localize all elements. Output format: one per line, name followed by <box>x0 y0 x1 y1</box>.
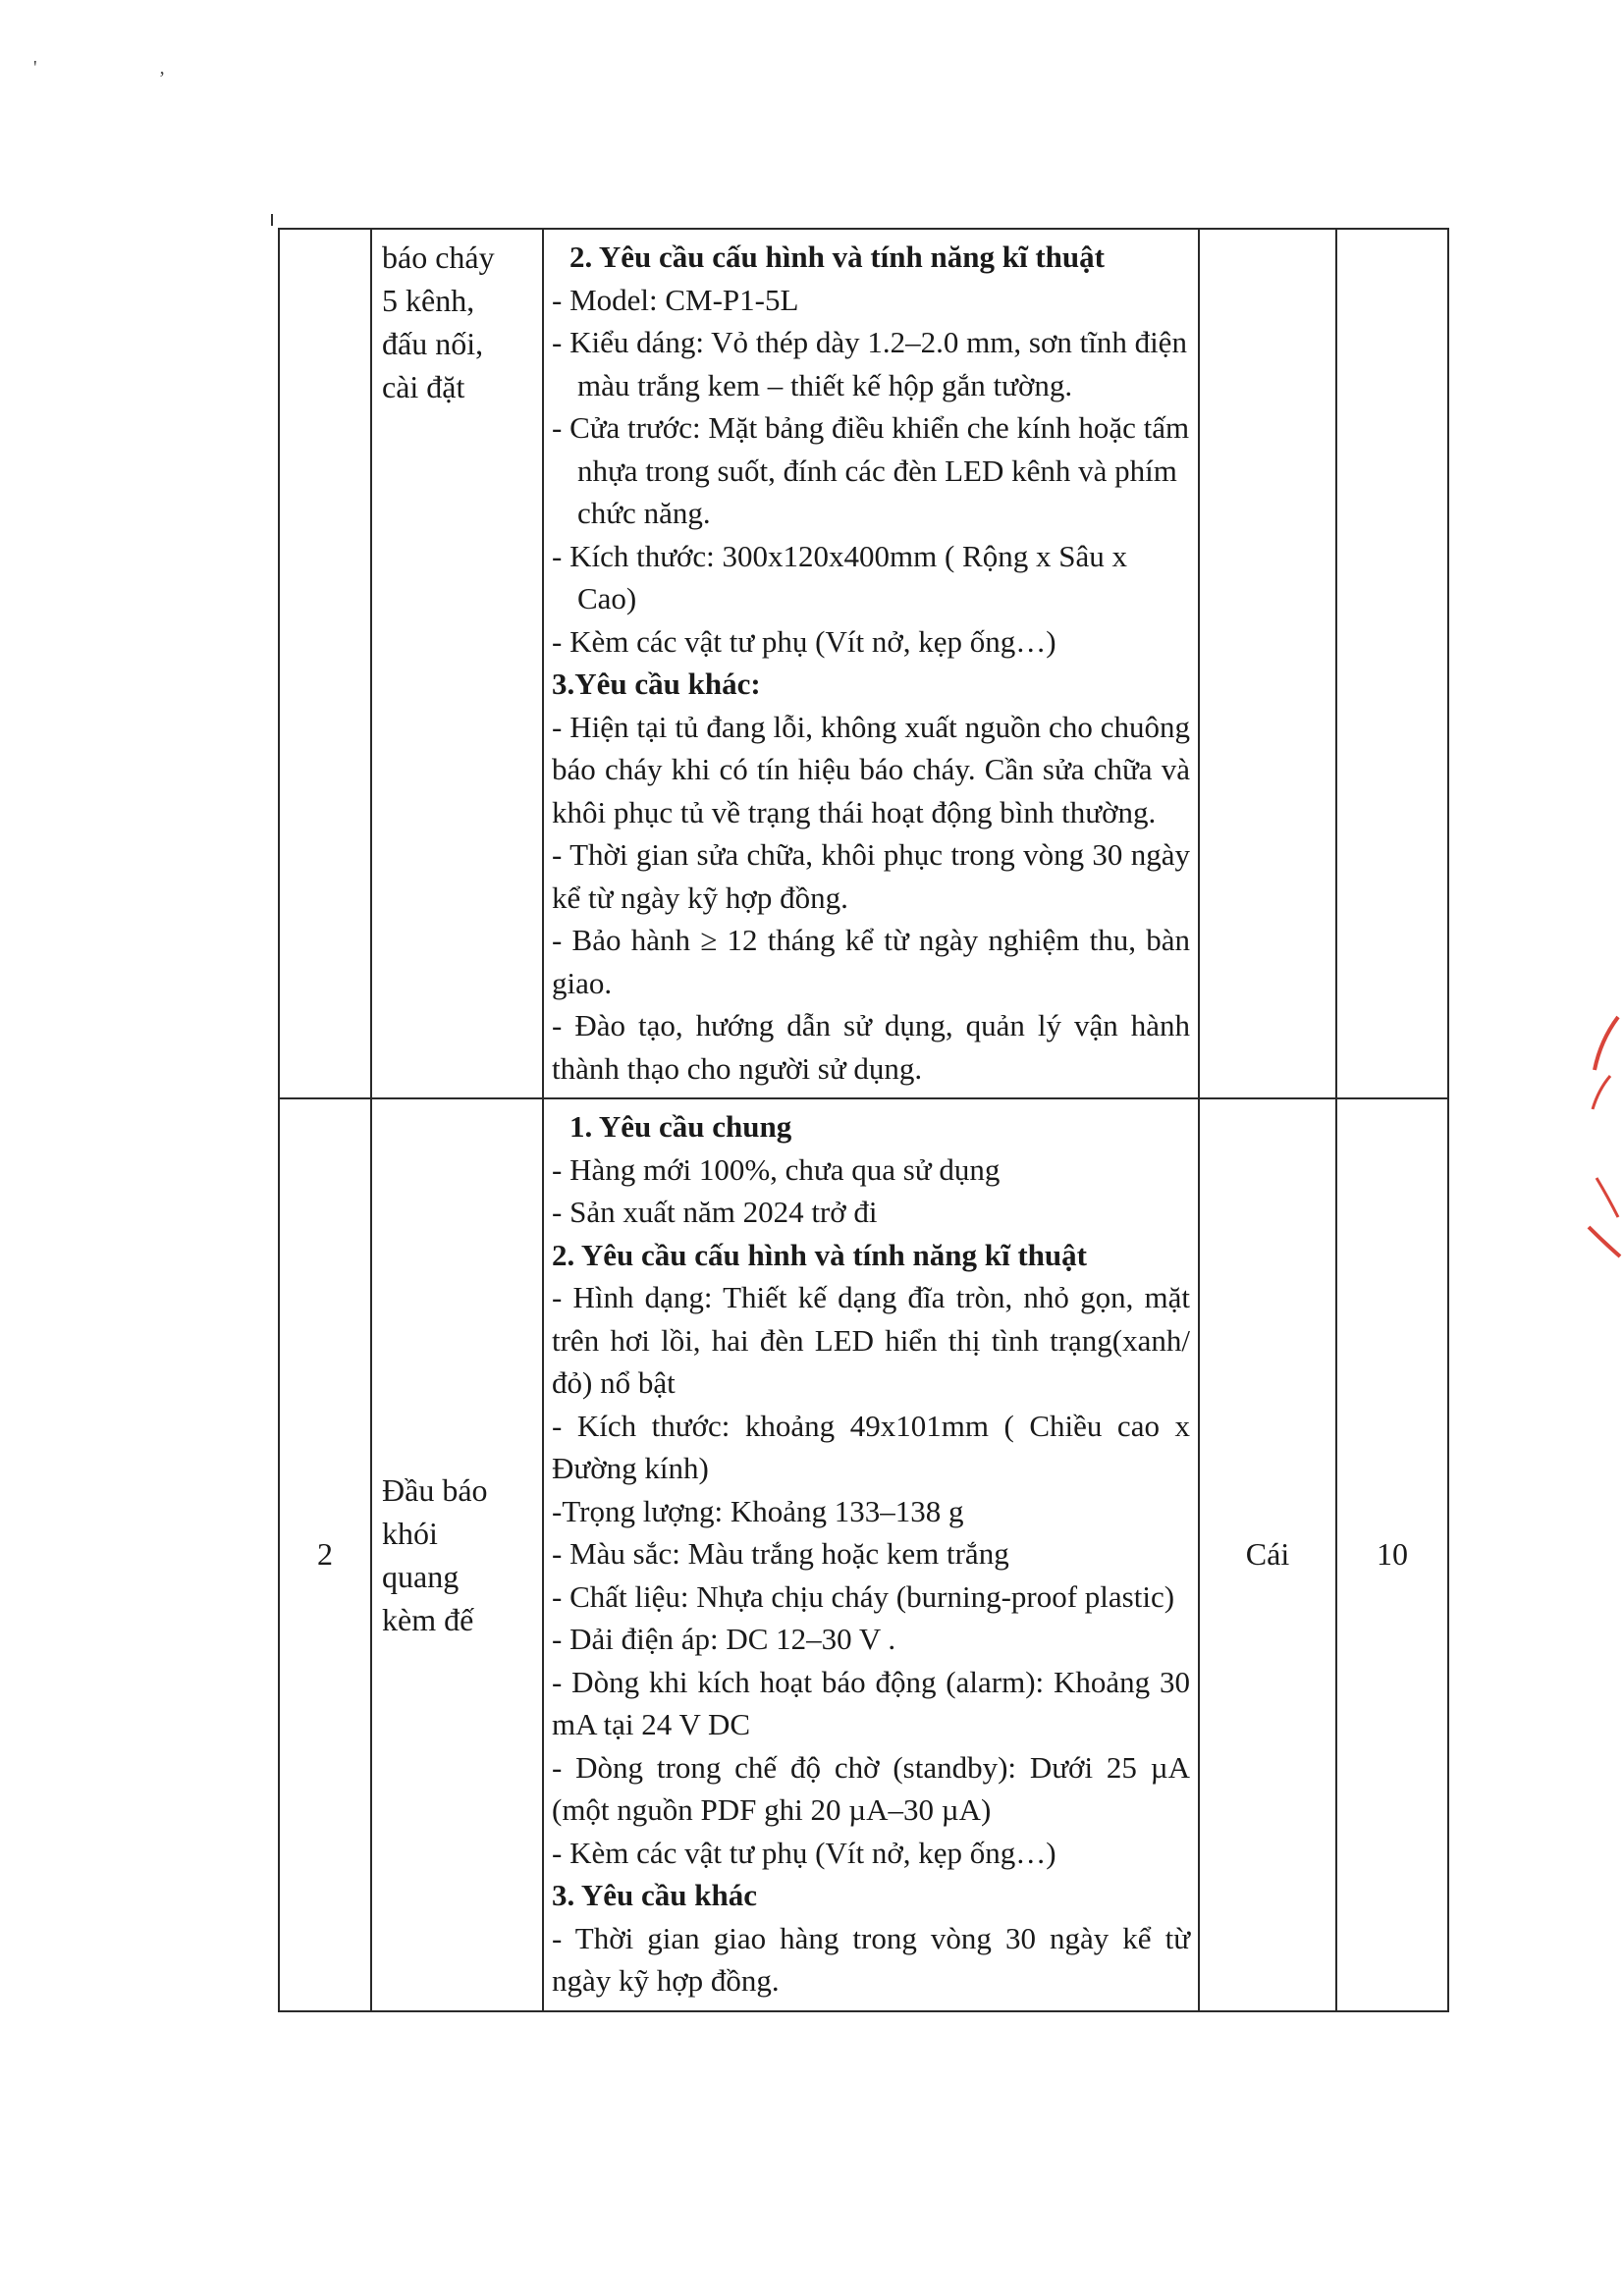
spec-line: -Trọng lượng: Khoảng 133–138 g <box>552 1493 964 1528</box>
spec-line: - Chất liệu: Nhựa chịu cháy (burning-proof plastic) <box>552 1578 1175 1614</box>
spec-line: - Dải điện áp: DC 12–30 V . <box>552 1622 896 1656</box>
section-heading: 2. Yêu cầu cấu hình và tính năng kĩ thuật <box>552 1237 1087 1272</box>
spec-line: - Màu sắc: Màu trắng hoặc kem trắng <box>552 1536 1009 1571</box>
item-name-line: báo cháy <box>382 240 495 275</box>
spec-line: - Bảo hành ≥ 12 tháng kể từ ngày nghiệm thu, bàn giao. <box>552 923 1190 1000</box>
spec-line: - Kích thước: khoảng 49x101mm ( Chiều cao x Đường kính) <box>552 1408 1190 1485</box>
unit-cell: Cái <box>1199 1098 1336 2011</box>
red-seal-fragment <box>1581 1011 1624 1266</box>
section-heading: 1. Yêu cầu chung <box>569 1109 792 1144</box>
spec-line: - Hàng mới 100%, chưa qua sử dụng <box>552 1151 1001 1187</box>
item-name-line: cài đặt <box>382 369 465 404</box>
item-name-cell <box>371 229 543 1098</box>
table-row <box>279 1098 1448 2011</box>
spec-table <box>278 228 1449 2012</box>
spec-line: - Cửa trước: Mặt bảng điều khiển che kính hoặc tấm nhựa trong suốt, đính các đèn LED kênh và phím chức năng. <box>552 410 1190 530</box>
spec-line: - Kiểu dáng: Vỏ thép dày 1.2–2.0 mm, sơn tĩnh điện màu trắng kem – thiết kế hộp gắn tường. <box>552 325 1187 402</box>
stt-cell <box>279 229 371 1098</box>
spec-line: - Thời gian sửa chữa, khôi phục trong vòng 30 ngày kể từ ngày kỹ hợp đồng. <box>552 837 1190 915</box>
spec-line: - Kèm các vật tư phụ (Vít nở, kẹp ống…) <box>552 1835 1056 1870</box>
section-heading: 3.Yêu cầu khác: <box>552 667 761 701</box>
spec-line: - Kích thước: 300x120x400mm ( Rộng x Sâu x Cao) <box>552 538 1127 615</box>
scan-mark <box>271 214 273 226</box>
quantity-cell: 10 <box>1336 1098 1448 2011</box>
item-name-cell <box>371 1098 543 2011</box>
requirements-cell <box>543 229 1199 1098</box>
item-name-line: kèm đế <box>382 1601 474 1637</box>
section-heading: 3. Yêu cầu khác <box>552 1878 757 1912</box>
spec-line: - Thời gian giao hàng trong vòng 30 ngày kể từ ngày kỹ hợp đồng. <box>552 1920 1190 1998</box>
spec-line: - Dòng khi kích hoạt báo động (alarm): Khoảng 30 mA tại 24 V DC <box>552 1664 1190 1741</box>
requirements-cell <box>543 1098 1199 2011</box>
item-name-line: khói <box>382 1515 438 1551</box>
scan-marks: ' , <box>33 57 224 79</box>
spec-line: - Hình dạng: Thiết kế dạng đĩa tròn, nhỏ gọn, mặt trên hơi lồi, hai đèn LED hiển thị tình trạng(xanh/đỏ) nổ bật <box>552 1280 1190 1400</box>
spec-line: - Model: CM-P1-5L <box>552 282 799 317</box>
spec-line: - Dòng trong chế độ chờ (standby): Dưới 25 µA (một nguồn PDF ghi 20 µA–30 µA) <box>552 1749 1190 1827</box>
spec-line: - Đào tạo, hướng dẫn sử dụng, quản lý vận hành thành thạo cho người sử dụng. <box>552 1008 1190 1086</box>
table-row <box>279 229 1448 1098</box>
spec-line: - Sản xuất năm 2024 trở đi <box>552 1195 878 1229</box>
quantity-cell <box>1336 229 1448 1098</box>
item-name-line: đấu nối, <box>382 326 484 361</box>
stt-cell: 2 <box>279 1098 371 2011</box>
item-name-line: quang <box>382 1558 460 1594</box>
unit-cell <box>1199 229 1336 1098</box>
item-name-line: 5 kênh, <box>382 283 475 318</box>
item-name-line: Đầu báo <box>382 1471 488 1508</box>
spec-line: - Hiện tại tủ đang lỗi, không xuất nguồn cho chuông báo cháy khi có tín hiệu báo cháy. Cần sửa chữa và khôi phục tủ về trạng thái hoạt động bình thường. <box>552 709 1190 829</box>
section-heading: 2. Yêu cầu cấu hình và tính năng kĩ thuật <box>569 240 1105 274</box>
spec-line: - Kèm các vật tư phụ (Vít nở, kẹp ống…) <box>552 623 1056 659</box>
